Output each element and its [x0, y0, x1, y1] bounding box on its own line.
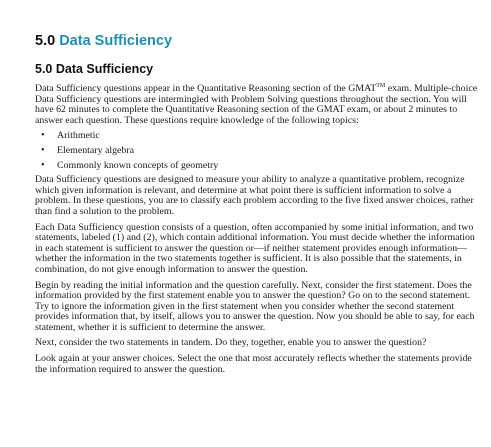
list-item — [41, 159, 479, 172]
bullet-icon: • — [41, 159, 45, 171]
paragraph: Begin by reading the initial information and the question carefully. Next, consider the first statement. Does the information provided by the first statement enable you to answer the question? Go on to the second statement. Try to ignore the information given in the first statement when you consider whether the second statement provides information that, by itself, allows you to answer the question. Now you should be able to say, for each statement, whether it is sufficient to determine the answer. — [35, 279, 475, 333]
body-text — [35, 84, 479, 375]
topic-label: Arithmetic — [57, 130, 100, 142]
chapter-title: Data Sufficiency — [59, 33, 173, 49]
list-item — [41, 130, 479, 142]
bullet-icon: • — [41, 130, 45, 142]
intro-text: Data Sufficiency questions appear in the Quantitative Reasoning section of the GMAT — [35, 83, 377, 94]
chapter-number: 5.0 — [35, 33, 56, 49]
intro-paragraph — [35, 84, 479, 126]
bullet-icon: • — [41, 144, 45, 156]
chapter-heading — [35, 32, 479, 50]
paragraph: Each Data Sufficiency question consists of a question, often accompanied by some initial information, and two statements, labeled (1) and (2), which contain additional information. You must decide whether the information in each statement is sufficient to answer the question or—if neither statement provides enough information—whether the information in the two statements together is sufficient. It is also possible that the statements, in combination, do not give enough information to answer the question. — [35, 221, 475, 275]
paragraph: Data Sufficiency questions are designed to measure your ability to analyze a quantitative problem, recognize which given information is relevant, and determine at what point there is sufficient information to solve a problem. In these questions, you are to classify each problem according to the five fixed answer choices, rather than find a solution to the problem. — [35, 174, 474, 217]
intro-text-continued: exam. Multiple-choice Data Sufficiency questions are intermingled with Problem Solving questions throughout the section. You will have 62 minutes to complete the Quantitative Reasoning section of the GMAT exam, or about 2 minutes to answer each question. These questions require knowledge of the following topics: — [35, 83, 478, 126]
list-item — [41, 144, 479, 157]
topic-list — [35, 131, 479, 171]
section-heading: 5.0 Data Sufficiency — [35, 62, 154, 76]
topic-label: Commonly known concepts of geometry — [57, 159, 219, 171]
paragraph: Next, consider the two statements in tandem. Do they, together, enable you to answer the question? — [35, 337, 427, 349]
topic-label: Elementary algebra — [57, 144, 135, 156]
trademark-symbol: TM — [376, 83, 386, 89]
paragraph: Look again at your answer choices. Select the one that most accurately reflects whether the statements provide the information required to answer the question. — [35, 353, 472, 375]
